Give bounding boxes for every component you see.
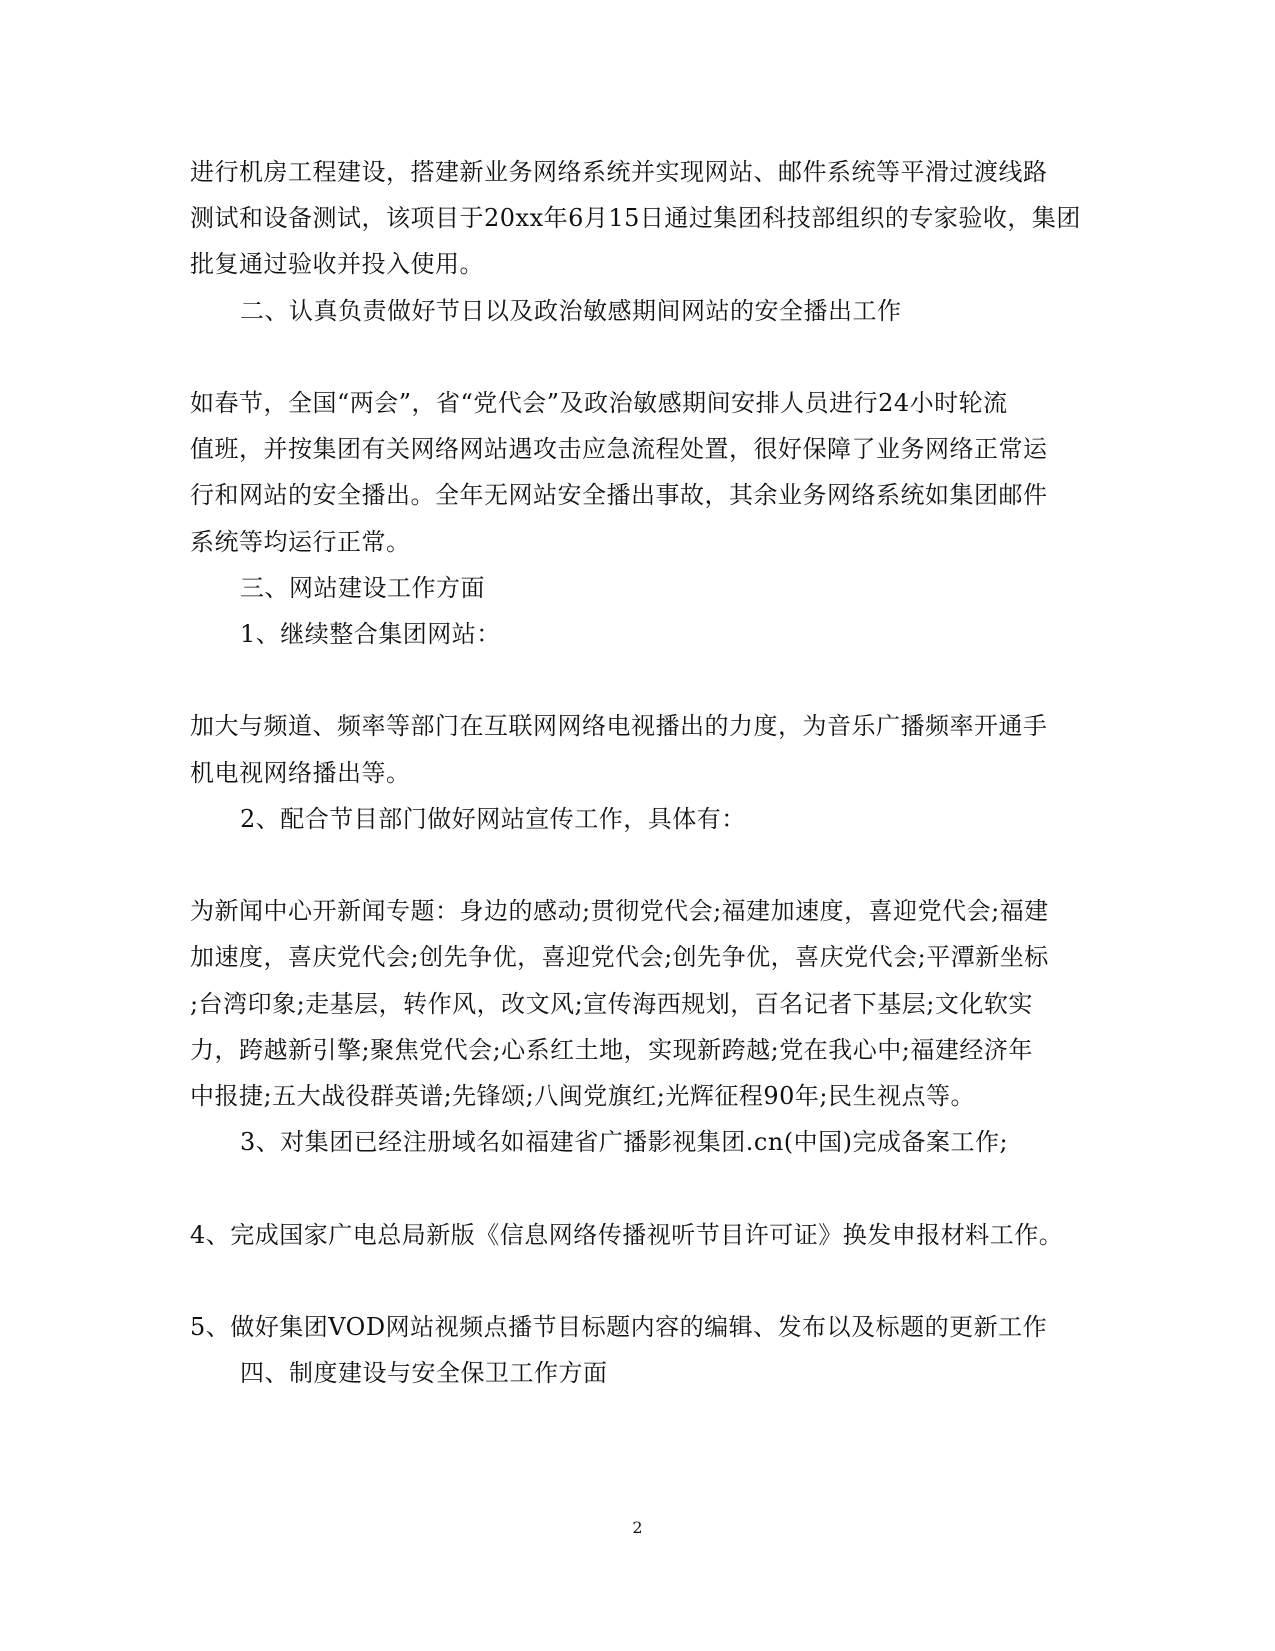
paragraph-line: 批复通过验收并投入使用。 <box>190 250 484 278</box>
paragraph-line: 测试和设备测试，该项目于20xx年6月15日通过集团科技部组织的专家验收，集团 <box>190 204 1081 232</box>
paragraph-line: 力，跨越新引擎;聚焦党代会;心系红土地，实现新跨越;党在我心中;福建经济年 <box>190 1036 1033 1064</box>
paragraph-line: 机电视网络播出等。 <box>190 759 411 787</box>
paragraph-line: 值班，并按集团有关网络网站遇攻击应急流程处置，很好保障了业务网络正常运 <box>190 435 1048 463</box>
paragraph-line: 如春节，全国“两会”，省“党代会”及政治敏感期间安排人员进行24小时轮流 <box>190 389 1008 417</box>
paragraph-line: 为新闻中心开新闻专题：身边的感动;贯彻党代会;福建加速度，喜迎党代会;福建 <box>190 897 1049 925</box>
paragraph-line: 系统等均运行正常。 <box>190 528 411 556</box>
subsection-heading: 3、对集团已经注册域名如福建省广播影视集团.cn(中国)完成备案工作; <box>240 1128 1009 1156</box>
paragraph-line: 行和网站的安全播出。全年无网站安全播出事故，其余业务网络系统如集团邮件 <box>190 481 1048 509</box>
section-heading: 二、认真负责做好节日以及政治敏感期间网站的安全播出工作 <box>240 297 902 325</box>
paragraph-line: 4、完成国家广电总局新版《信息网络传播视听节目许可证》换发申报材料工作。 <box>190 1221 1064 1249</box>
section-heading: 三、网站建设工作方面 <box>240 574 485 602</box>
paragraph-line: 5、做好集团VOD网站视频点播节目标题内容的编辑、发布以及标题的更新工作 <box>190 1313 1048 1341</box>
page-number: 2 <box>632 1518 643 1537</box>
paragraph-line: 加速度，喜庆党代会;创先争优，喜迎党代会;创先争优，喜庆党代会;平潭新坐标 <box>190 943 1049 971</box>
paragraph-line: 进行机房工程建设，搭建新业务网络系统并实现网站、邮件系统等平滑过渡线路 <box>190 158 1048 186</box>
subsection-heading: 2、配合节目部门做好网站宣传工作，具体有： <box>240 805 746 833</box>
paragraph-line: 中报捷;五大战役群英谱;先锋颂;八闽党旗红;光辉征程90年;民生视点等。 <box>190 1082 975 1110</box>
subsection-heading: 1、继续整合集团网站： <box>240 620 501 648</box>
section-heading: 四、制度建设与安全保卫工作方面 <box>240 1359 608 1387</box>
paragraph-line: 加大与频道、频率等部门在互联网网络电视播出的力度，为音乐广播频率开通手 <box>190 712 1048 740</box>
paragraph-line: ;台湾印象;走基层，转作风，改文风;宣传海西规划，百名记者下基层;文化软实 <box>190 990 1033 1018</box>
